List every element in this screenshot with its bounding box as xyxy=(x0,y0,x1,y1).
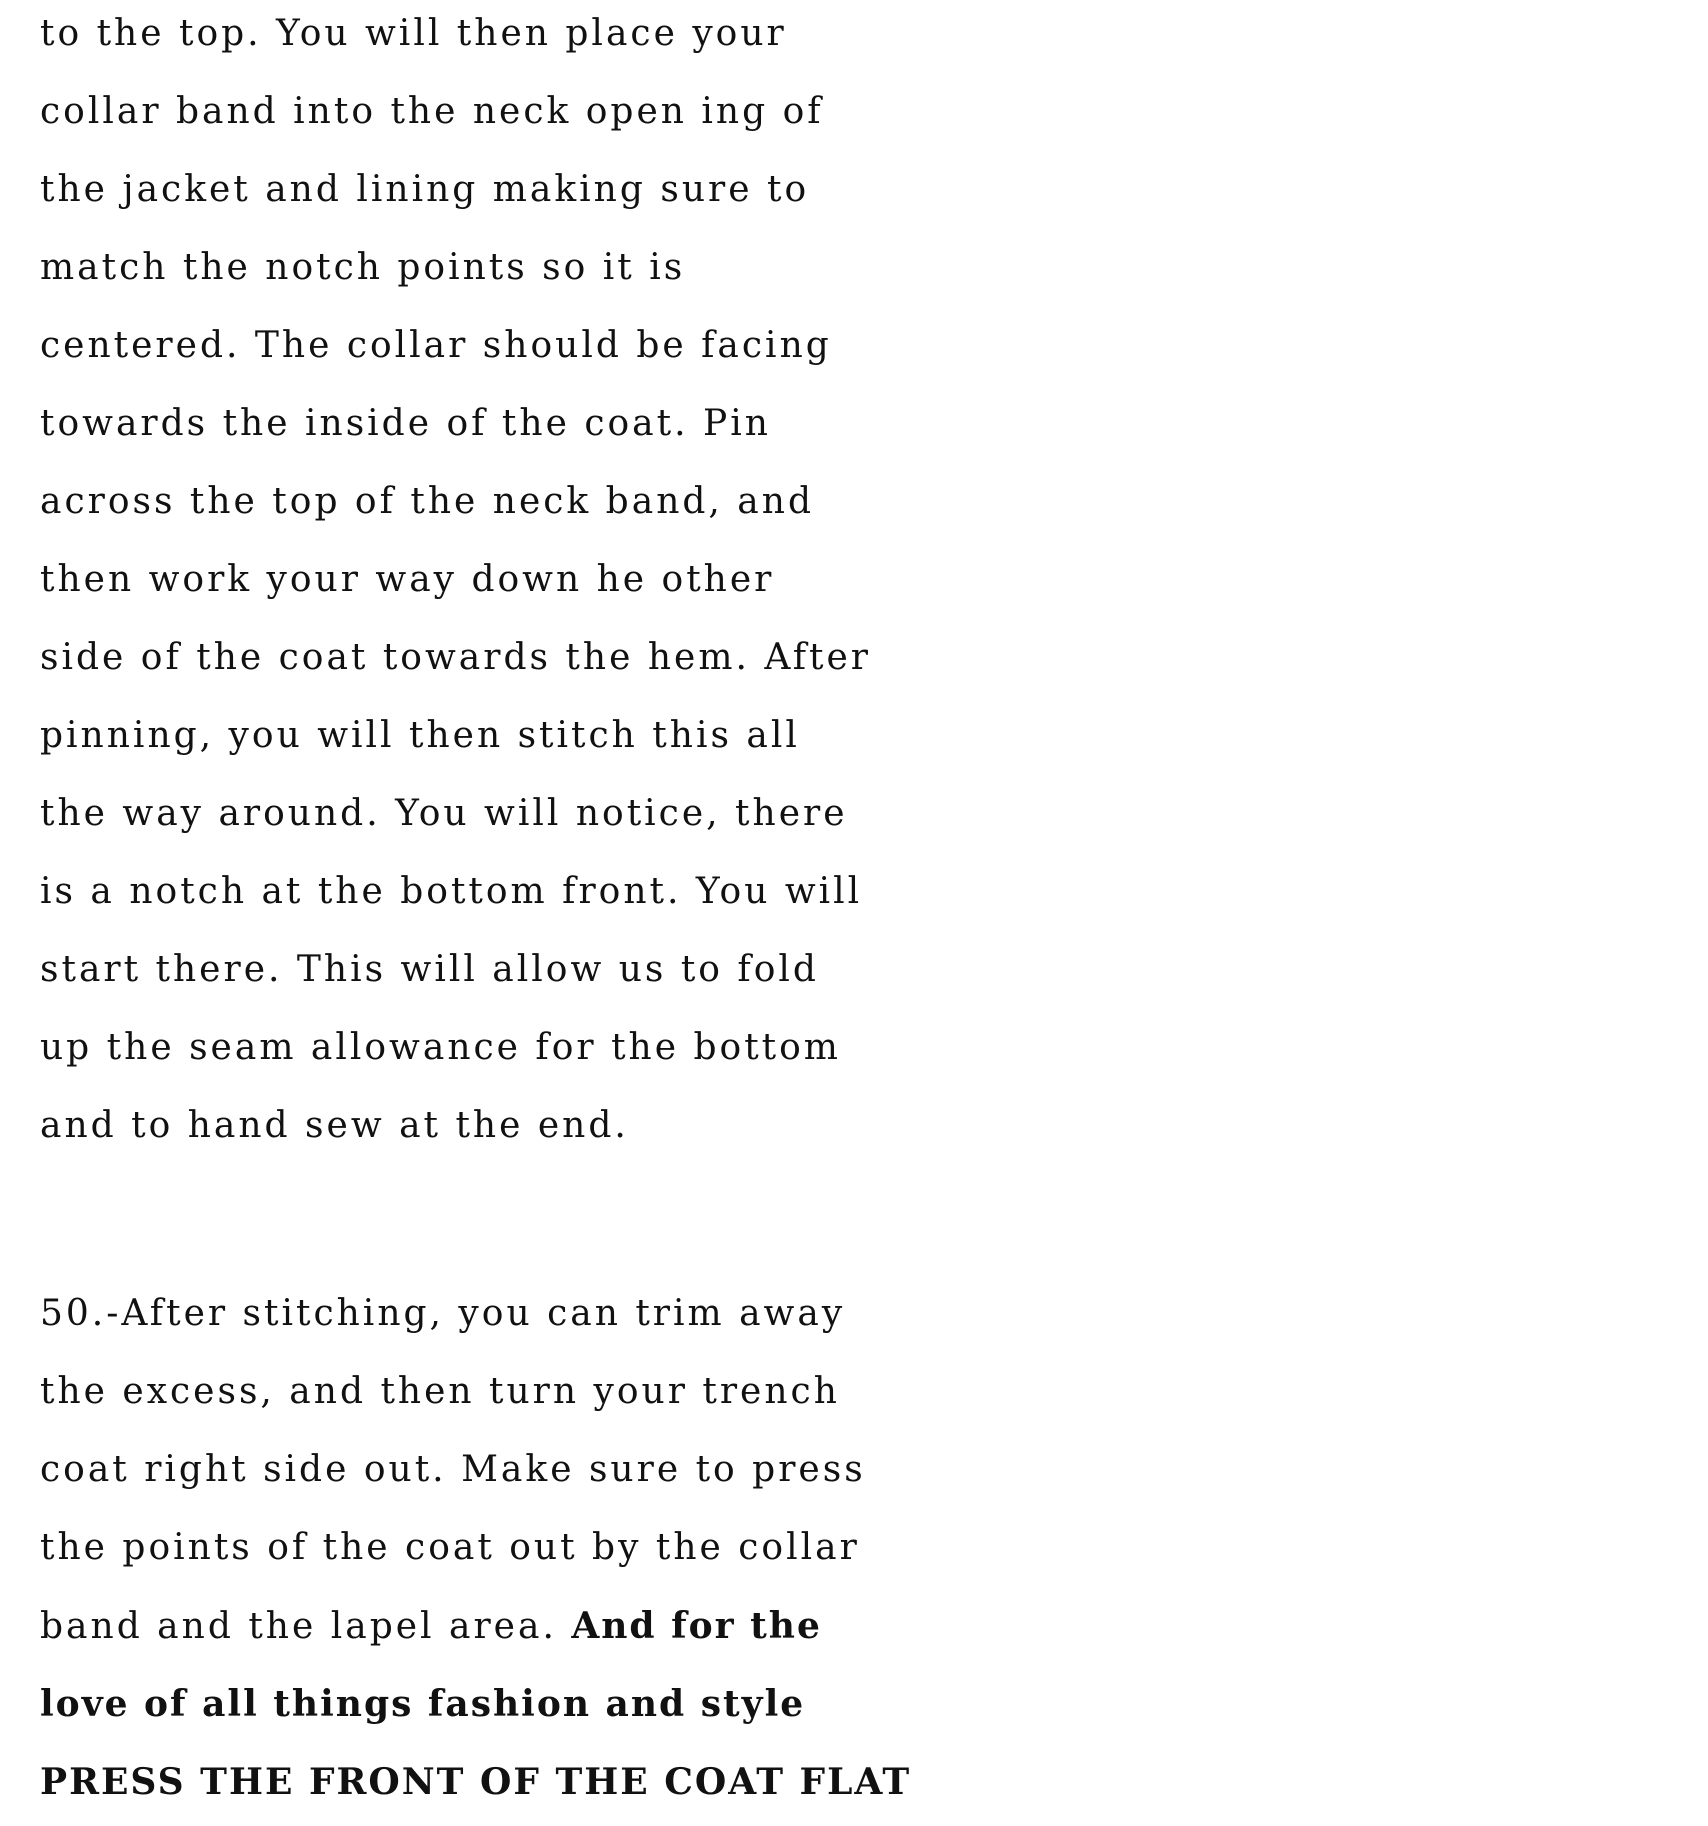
text-line-bold: love of all things fashion and style xyxy=(40,1683,806,1725)
text-line: across the top of the neck band, and xyxy=(40,481,814,522)
text-line-mixed xyxy=(40,1587,1040,1665)
text-line: the points of the coat out by the collar xyxy=(40,1527,860,1568)
text-line: up the seam allowance for the bottom xyxy=(40,1027,841,1068)
text-line: centered. The collar should be facing xyxy=(40,325,832,366)
text-line: then work your way down he other xyxy=(40,559,775,600)
text-run-regular: band and the lapel area. xyxy=(40,1606,572,1647)
text-line: is a notch at the bottom front. You will xyxy=(40,871,863,912)
text-line: towards the inside of the coat. Pin xyxy=(40,403,771,444)
text-line: the jacket and lining making sure to xyxy=(40,169,810,210)
text-line: the excess, and then turn your trench xyxy=(40,1371,840,1412)
text-line: to the top. You will then place your xyxy=(40,13,787,54)
text-line: start there. This will allow us to fold xyxy=(40,949,819,990)
text-line: 50.-After stitching, you can trim away xyxy=(40,1293,846,1334)
text-line: and to hand sew at the end. xyxy=(40,1105,629,1146)
text-line-bold-caps: PRESS THE FRONT OF THE COAT FLAT xyxy=(40,1761,912,1803)
paragraph-spacer xyxy=(40,1165,1040,1275)
text-line: side of the coat towards the hem. After xyxy=(40,637,872,678)
text-line: the way around. You will notice, there xyxy=(40,793,848,834)
paragraph-step-50 xyxy=(40,1275,1040,1821)
text-line: pinning, you will then stitch this all xyxy=(40,715,800,756)
text-line: collar band into the neck open ing of xyxy=(40,91,824,132)
text-run-bold: And for the xyxy=(571,1605,822,1647)
text-line: match the notch points so it is xyxy=(40,247,686,288)
paragraph-instructions-collar xyxy=(40,0,1040,1165)
text-line: coat right side out. Make sure to press xyxy=(40,1449,866,1490)
document-page xyxy=(40,0,1040,1821)
